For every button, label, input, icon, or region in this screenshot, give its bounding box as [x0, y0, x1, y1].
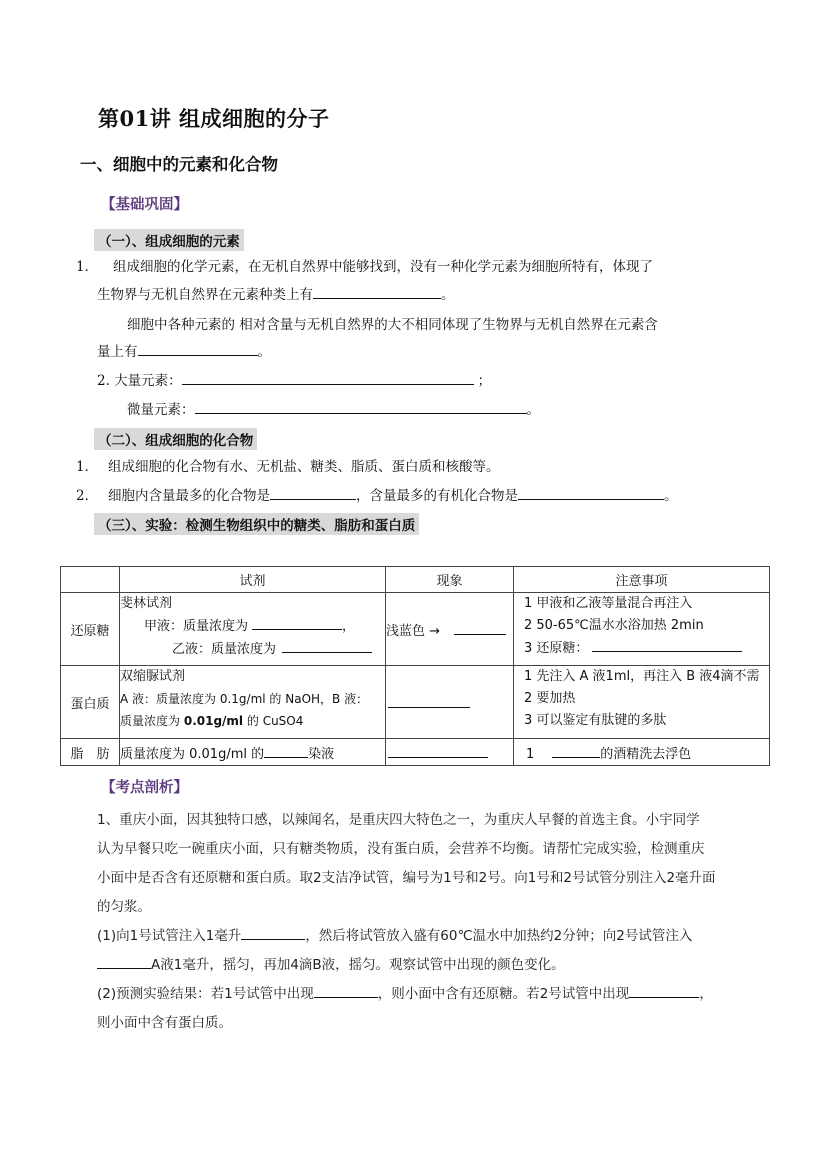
reagent-b-text: 乙液：质量浓度为	[172, 642, 277, 657]
item1-para2-line1: 细胞中各种元素的 相对含量与无机自然界的大不相同体现了生物界与无机自然界在元素含	[127, 317, 658, 333]
answer-blank[interactable]	[195, 399, 527, 414]
table-header-row	[61, 567, 770, 593]
item1-line2-text: 生物界与无机自然界在元素种类上有	[97, 287, 313, 303]
answer-blank[interactable]	[97, 954, 151, 969]
item2-label: 2. 大量元素：	[97, 373, 182, 389]
reagent-a-text: 甲液：质量浓度为	[144, 619, 249, 634]
question-1-text-c: A液1毫升，摇匀，再加4滴B液，摇匀。观察试管中出现的颜色变化。	[151, 957, 565, 973]
answer-blank[interactable]	[629, 983, 699, 998]
sub2-item1-number: 1．	[76, 459, 99, 475]
question-1-cont	[97, 951, 565, 980]
table-row	[61, 593, 770, 666]
item1-para2-text: 量上有	[97, 344, 138, 360]
note-line: 2 50-65℃温水水浴加热 2min	[524, 618, 704, 633]
answer-blank[interactable]	[264, 743, 308, 758]
item2-micro-label: 微量元素：	[127, 402, 195, 418]
question-1-text-a: (1)向1号试管注入1毫升	[97, 928, 242, 944]
subheading-experiment: （三）、实验：检测生物组织中的糖类、脂肪和蛋白质	[94, 513, 419, 535]
analysis-line: 1、重庆小面，因其独特口感，以辣闻名，是重庆四大特色之一，为重庆人早餐的首选主食。小宇同学	[97, 812, 700, 828]
analysis-line: 的匀浆。	[97, 899, 151, 915]
tag-analysis: 【考点剖析】	[101, 779, 188, 796]
answer-blank[interactable]	[388, 743, 488, 758]
punct: 。	[441, 287, 455, 303]
subheading-elements: （一）、组成细胞的元素	[94, 229, 244, 251]
page-title: 第01讲 组成细胞的分子	[98, 106, 330, 131]
note-line: 1 先注入 A 液1ml，再注入 B 液4滴不需	[524, 669, 760, 684]
item1-para2-line2	[97, 341, 271, 363]
punct: 。	[664, 488, 678, 504]
question-1	[97, 922, 692, 951]
reagent-title: 双缩脲试剂	[120, 669, 186, 684]
sub2-item2-text-b: ，含量最多的有机化合物是	[356, 488, 518, 504]
notes-cell	[514, 593, 770, 666]
note-line: 2 要加热	[524, 691, 576, 706]
punct: ，	[699, 986, 713, 1002]
answer-blank[interactable]	[314, 983, 378, 998]
phenomenon-cell	[386, 739, 514, 766]
tag-basic: 【基础巩固】	[101, 196, 188, 213]
question-2-cont: 则小面中含有蛋白质。	[97, 1015, 232, 1031]
row-name: 蛋白质	[61, 666, 120, 739]
reagent-title: 斐林试剂	[120, 596, 173, 611]
answer-blank[interactable]	[282, 638, 372, 653]
header-cell	[61, 567, 120, 593]
subheading-compounds: （二）、组成细胞的化合物	[94, 428, 257, 450]
section-heading: 一、细胞中的元素和化合物	[80, 155, 278, 174]
note-line	[524, 637, 769, 660]
sub2-item2	[108, 485, 678, 507]
answer-blank[interactable]	[313, 284, 441, 299]
answer-blank[interactable]	[138, 341, 258, 356]
item1-line1: 组成细胞的化学元素，在无机自然界中能够找到，没有一种化学元素为细胞所特有，体现了	[113, 259, 653, 275]
item1-line2	[97, 284, 455, 306]
reagent-a	[120, 615, 385, 638]
answer-blank[interactable]	[241, 925, 305, 940]
reagent-concentration: 0.01g/ml	[183, 714, 244, 728]
answer-blank[interactable]	[454, 620, 506, 635]
punct: 。	[257, 344, 271, 360]
table-row	[61, 666, 770, 739]
answer-blank[interactable]	[552, 743, 600, 758]
phenomenon-cell	[386, 593, 514, 666]
note-text: 的酒精洗去浮色	[600, 746, 692, 762]
note-text: 3 还原糖：	[524, 641, 589, 656]
reagent-line2	[120, 710, 385, 732]
question-2-text-b: ，则小面中含有还原糖。若2号试管中出现	[377, 986, 630, 1002]
punct: 。	[526, 402, 540, 418]
note-number: 1	[526, 746, 535, 762]
analysis-line: 认为早餐只吃一碗重庆小面，只有糖类物质，没有蛋白质，会营养不均衡。请帮忙完成实验，检测重庆	[97, 841, 705, 857]
phenomenon-cell	[386, 666, 514, 739]
table-row	[61, 739, 770, 766]
reagent-b	[120, 638, 385, 661]
reagent-cell	[120, 739, 386, 766]
answer-blank[interactable]	[592, 637, 742, 652]
reagent-line1: A 液：质量浓度为 0.1g/ml 的 NaOH，B 液：	[120, 692, 369, 706]
punct: ；	[477, 373, 492, 389]
answer-blank[interactable]	[518, 485, 664, 500]
sub2-item1: 组成细胞的化合物有水、无机盐、糖类、脂质、蛋白质和核酸等。	[108, 459, 500, 475]
answer-blank[interactable]	[270, 485, 356, 500]
question-2-text-a: (2)预测实验结果：若1号试管中出现	[97, 986, 314, 1002]
note-line: 3 可以鉴定有肽键的多肽	[524, 713, 667, 728]
punct: ，	[342, 619, 356, 634]
sub2-item2-text-a: 细胞内含量最多的化合物是	[108, 488, 270, 504]
reagent-cell	[120, 593, 386, 666]
question-1-text-b: ，然后将试管放入盛有60℃温水中加热约2分钟；向2号试管注入	[305, 928, 693, 944]
sub2-item2-number: 2．	[76, 488, 99, 504]
answer-blank[interactable]	[252, 615, 342, 630]
item2-micro	[127, 399, 540, 421]
reagent-cell	[120, 666, 386, 739]
note-line: 1 甲液和乙液等量混合再注入	[524, 596, 693, 611]
notes-cell	[514, 739, 770, 766]
answer-blank[interactable]	[182, 370, 474, 385]
experiment-table	[60, 566, 770, 766]
analysis-line: 小面中是否含有还原糖和蛋白质。取2支洁净试管，编号为1号和2号。向1号和2号试管分别注入2毫升面	[97, 870, 716, 886]
reagent-text: 质量浓度为 0.01g/ml 的	[120, 746, 265, 762]
item1-number: 1．	[76, 259, 99, 275]
answer-blank[interactable]	[388, 693, 470, 708]
row-name: 还原糖	[61, 593, 120, 666]
header-cell: 试剂	[120, 567, 386, 593]
header-cell: 现象	[386, 567, 514, 593]
phenomenon-text: 浅蓝色 →	[386, 623, 441, 639]
reagent-line2-text: 质量浓度为	[120, 714, 181, 728]
row-name: 脂 肪	[61, 739, 120, 766]
notes-cell	[514, 666, 770, 739]
reagent-line2-suffix: 的 CuSO4	[246, 714, 304, 728]
item2-macro	[97, 370, 491, 392]
reagent-suffix: 染液	[308, 746, 335, 762]
header-cell: 注意事项	[514, 567, 770, 593]
question-2	[97, 980, 713, 1009]
